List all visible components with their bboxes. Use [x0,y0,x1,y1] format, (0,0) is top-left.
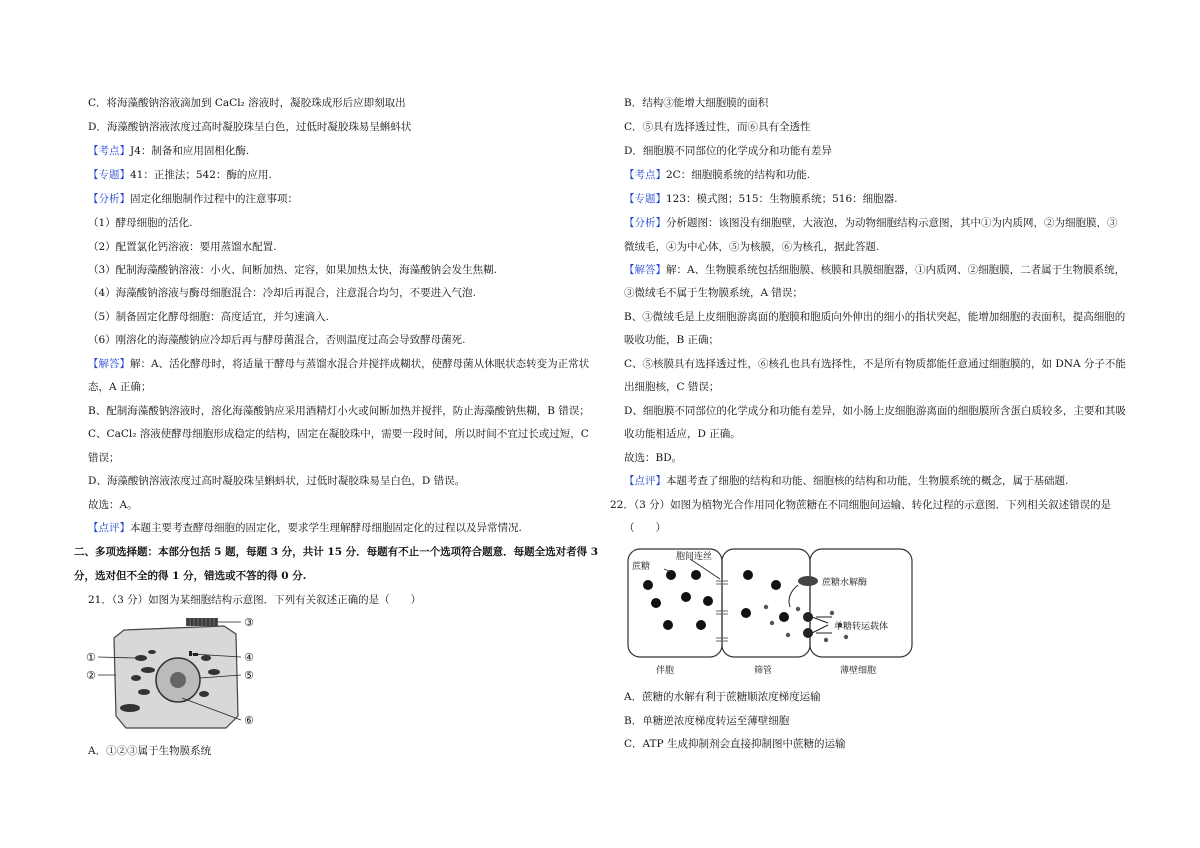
dianping-text: 本题主要考查酵母细胞的固定化，要求学生理解酵母细胞固定化的过程以及异常情况. [130,522,522,534]
step-6: （6）刚溶化的海藻酸钠应冷却后再与酵母菌混合，否则温度过高会导致酵母菌死. [88,334,466,346]
step-5: （5）制备固定化酵母细胞：高度适宜，并匀速滴入. [88,311,330,323]
label-3: ③ [244,616,254,629]
jieda-b: B、配制海藻酸钠溶液时，溶化海藻酸钠应采用酒精灯小火或间断加热并搅拌，防止海藻酸钠焦糊，B 错误； [88,405,590,417]
kaodian-text: J4：制备和应用固相化酶. [130,145,250,157]
option-c-text: C．将海藻酸钠溶液滴加到 CaCl₂ 溶液时，凝胶珠成形后应即刻取出 [88,97,406,109]
option-c: C．⑤具有选择透过性，而⑥具有全透性 [624,121,811,133]
step-2: （2）配置氯化钙溶液：要用蒸馏水配置. [88,241,277,253]
dianping-line-r [624,474,1068,488]
jieda-tag-r: 【解答】 [624,264,666,276]
label-5: ⑤ [244,669,254,682]
jieda-d: D、海藻酸钠溶液浓度过高时凝胶珠呈蝌蚪状，过低时凝胶珠易呈白色，D 错误。 [88,475,466,487]
section-title-cont: 分，选对但不全的得 1 分，错选或不答的得 0 分. [74,570,307,582]
jieda-r6: 出细胞核，C 错误； [624,381,720,393]
jieda-r8: 收功能相适应，D 正确。 [624,428,741,440]
kaodian-text-r: 2C：细胞膜系统的结构和功能. [666,169,811,181]
answer-line: 故选：A。 [88,499,138,511]
jieda-a-text: 解：A、活化酵母时，将适量干酵母与蒸馏水混合并搅拌成糊状，使酵母菌从休眠状态转变为正常状 [130,358,590,370]
fenxi-text: 固定化细胞制作过程中的注意事项： [130,193,298,205]
kaodian-tag-r: 【考点】 [624,169,666,181]
label-2: ② [86,669,96,682]
option-22-b: B．单糖逆浓度梯度转运至薄壁细胞 [624,715,790,727]
option-b: B．结构③能增大细胞膜的面积 [624,97,769,109]
jieda-r2: ③微绒毛不属于生物膜系统，A 错误； [624,287,803,299]
microvilli [186,618,218,626]
kaodian-line-r [624,168,810,182]
dianping-tag-r: 【点评】 [624,475,666,487]
enzyme-arrow [789,585,798,607]
section-title: 二、多项选择题：本部分包括 5 题，每题 3 分，共计 15 分．每题有不止一个选项符合题意．每题全选对者得 3 [74,546,599,558]
jieda-tag: 【解答】 [88,358,130,370]
option-22-a: A．蔗糖的水解有利于蔗糖顺浓度梯度运输 [624,691,821,703]
parenchyma-label: 薄壁细胞 [840,666,877,676]
zhuanti-line-r [624,192,897,206]
fenxi-tag: 【分析】 [88,193,130,205]
invertase-label: 蔗糖水解酶 [822,578,868,588]
jieda-c-cont: 错误； [88,452,120,464]
zhuanti-line [88,168,272,182]
jieda-text-r: 解：A、生物膜系统包括细胞膜、核膜和具膜细胞器，①内质网、②细胞膜，二者属于生物膜系统， [666,264,1126,276]
label-4: ④ [244,651,254,664]
jieda-r7: D、细胞膜不同部位的化学成分和功能有差异，如小肠上皮细胞游离面的细胞膜所含蛋白质较多，主要和其吸 [624,405,1126,417]
dianping-line [88,521,522,535]
kaodian-line [88,144,249,158]
sieve-tube [722,549,810,657]
jieda-r4: 吸收功能，B 正确； [624,334,720,346]
dianping-text-r: 本题考查了细胞的结构和功能、细胞核的结构和功能，生物膜系统的概念，属于基础题. [666,475,1069,487]
fenxi-tag-r: 【分析】 [624,217,666,229]
jieda-r5: C、⑤核膜具有选择透过性，⑥核孔也具有选择性，不是所有物质都能任意通过细胞膜的，如 DNA 分子不能 [624,358,1126,370]
sieve-tube-label: 筛管 [754,666,773,676]
jieda-r3: B、③微绒毛是上皮细胞游离面的胞膜和胞质向外伸出的细小的指状突起，能增加细胞的表面积，提高细胞的 [624,311,1126,323]
question-21: 21．（3 分）如图为某细胞结构示意图．下列有关叙述正确的是（ ） [88,594,422,606]
question-22: 22．（3 分）如图为植物光合作用同化物蔗糖在不同细胞间运输、转化过程的示意图．下列相关叙述错误的是 [610,499,1112,511]
step-4: （4）海藻酸钠溶液与酶母细胞混合：冷却后再混合，注意混合均匀，不要进入气泡. [88,287,477,299]
fenxi-cont-r: 微绒毛，④为中心体，⑤为核膜，⑥为核孔，据此答题. [624,241,880,253]
jieda-c: C、CaCl₂ 溶液使酵母细胞形成稳定的结构，固定在凝胶珠中，需要一段时间，所以时间不宜过长或过短，C [88,428,589,440]
fenxi-line [88,192,298,206]
kaodian-tag: 【考点】 [88,145,130,157]
option-d: D．细胞膜不同部位的化学成分和功能有差异 [624,145,832,157]
companion-cell-label: 伴胞 [656,666,675,676]
transporter-2 [803,628,813,638]
plasmodesmata-label: 胞间连丝 [676,552,713,562]
question-22-paren: （ ） [624,522,666,534]
jieda-line-a [88,357,589,371]
invertase-enzyme [798,576,818,586]
option-22-c: C．ATP 生成抑制剂会直接抑制图中蔗糖的运输 [624,738,846,750]
step-1: （1）酵母细胞的活化. [88,217,193,229]
transporter-1 [803,612,813,622]
jieda-a-cont: 态，A 正确； [88,381,152,393]
step-3: （3）配制海藻酸钠溶液：小火、间断加热、定容，如果加热太快，海藻酸钠会发生焦糊. [88,264,498,276]
zhuanti-tag: 【专题】 [88,169,130,181]
figure-21-cell [86,612,271,734]
nucleolus [170,672,186,688]
jieda-line-r [624,263,1125,277]
fenxi-line-r [624,216,1118,230]
transporter-label: 单糖转运载体 [834,622,889,632]
zhuanti-tag-r: 【专题】 [624,193,666,205]
zhuanti-text-r: 123：模式图；515：生物膜系统；516：细胞器. [666,193,898,205]
question-21-option-a: A．①②③属于生物膜系统 [88,745,212,757]
dianping-tag: 【点评】 [88,522,130,534]
answer-line-r: 故选：BD。 [624,452,683,464]
zhuanti-text: 41：正推法；542：酶的应用. [130,169,272,181]
label-1: ① [86,651,96,664]
sucrose-label: 蔗糖 [632,562,651,572]
fenxi-text-r: 分析题图：该图没有细胞壁，大液泡，为动物细胞结构示意图，其中①为内质网，②为细胞膜，③ [666,217,1118,229]
label-6: ⑥ [244,714,254,727]
option-d-text: D．海藻酸钠溶液浓度过高时凝胶珠呈白色，过低时凝胶珠易呈蝌蚪状 [88,121,412,133]
figure-22-sucrose-transport [626,545,916,677]
